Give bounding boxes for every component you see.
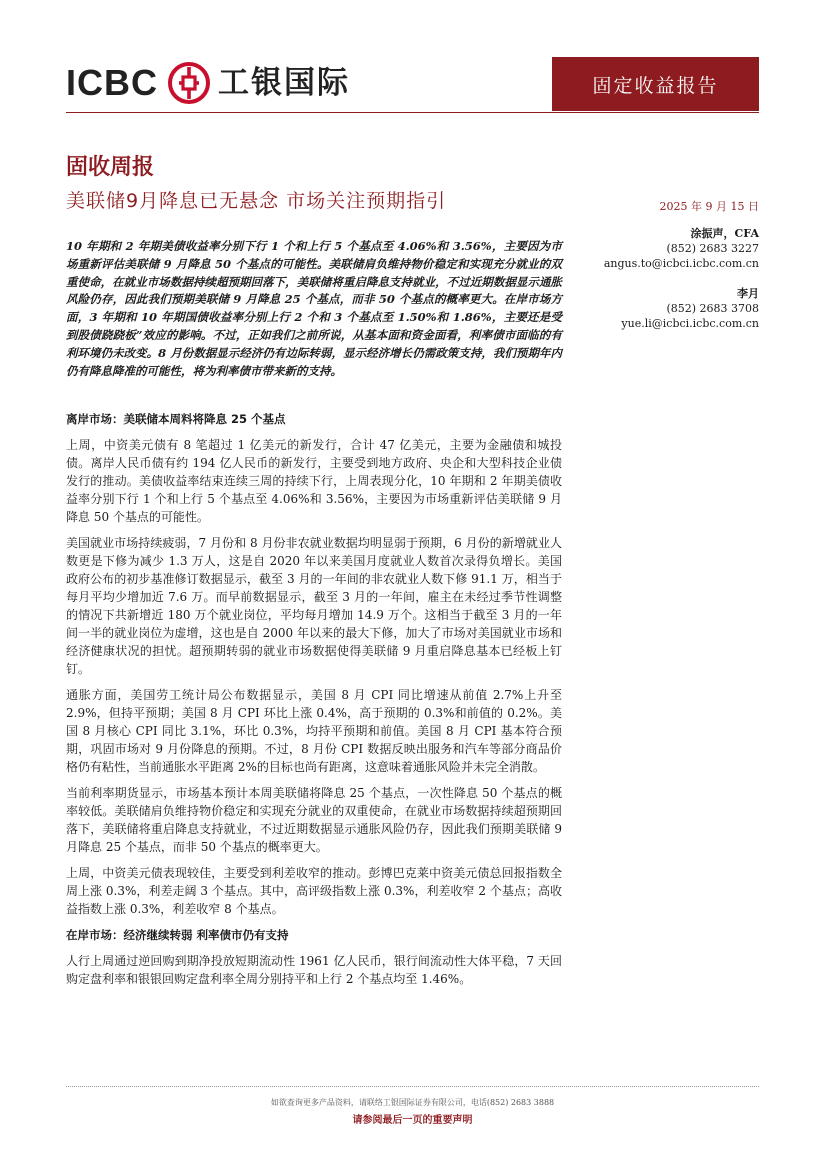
- body-paragraph: 上周，中资美元债有 8 笔超过 1 亿美元的新发行，合计 47 亿美元，主要为金融债和城投债。离岸人民币债有约 194 亿人民币的新发行，主要受到地方政府、央企和大型科技企业债发行的推动。美债收益率结束连续三周的持续下行，上周表现分化，10 年期和 2 年期美债收益率分别下行 1 个和上行 5 个基点至 4.06%和 3.56%，主要因为市场重新评估美联储 9 月降息 50 个基点的可能性。: [66, 438, 562, 524]
- body-paragraph: 人行上周通过逆回购到期净投放短期流动性 1961 亿人民币，银行间流动性大体平稳，7 天回购定盘利率和银银回购定盘利率全周分别持平和上行 2 个基点均至 1.46%。: [66, 954, 562, 986]
- page-title: 固收周报: [66, 155, 155, 180]
- author-phone: (852) 2683 3708: [666, 302, 759, 315]
- section-title-offshore: 离岸市场：美联储本周料将降息 25 个基点: [66, 412, 286, 426]
- author-email[interactable]: angus.to@icbci.icbc.com.cn: [603, 257, 759, 270]
- report-date: 2025 年 9 月 15 日: [659, 200, 759, 213]
- header-divider: [66, 112, 759, 113]
- body-paragraph: 美国就业市场持续疲弱，7 月份和 8 月份非农就业数据均明显弱于预期，6 月份的新增就业人数更是下修为减少 1.3 万人，这是自 2020 年以来美国月度就业人数首次录得负增长。美国政府公布的初步基准修订数据显示，截至 3 月的一年间的非农就业人数下修 91.1 万，相当于每月平均少增加近 7.6 万。而早前数据显示，截至 3 月的一年间，雇主在未经过季节性调整的情况下共新增近 180 万个就业岗位，平均每月增加 14.9 万个。这相当于截至 3 月的一年间一半的就业岗位为虚增，这也是自 2000 年以来的最大下修，加大了市场对美国就业市场和经济健康状况的担忧。超预期转弱的就业市场数据使得美联储 9 月重启降息基本已经板上钉钉。: [66, 536, 562, 676]
- report-type-badge: 固定收益报告: [552, 57, 759, 111]
- icbc-emblem-icon: [168, 62, 210, 104]
- author-phone: (852) 2683 3227: [666, 242, 759, 255]
- icbc-logo: [66, 62, 350, 104]
- body-paragraph: 通胀方面，美国劳工统计局公布数据显示，美国 8 月 CPI 同比增速从前值 2.7%上升至 2.9%，但持平预期；美国 8 月 CPI 环比上涨 0.4%，高于预期的 0.3%和前值的 0.2%。美国 8 月核心 CPI 同比 3.1%，环比 0.3%，均持平预期和前值。美国 8 月 CPI 基本符合预期，巩固市场对 9 月份降息的预期。不过，8 月份 CPI 数据反映出服务和汽车等部分商品价格仍有粘性，当前通胀水平距离 2%的目标也尚有距离，这意味着通胀风险并未完全消散。: [66, 688, 562, 774]
- author-name: 李月: [737, 287, 759, 300]
- author-block: [600, 226, 759, 346]
- logo-text-en: ICBC: [66, 62, 158, 103]
- body-paragraph: 当前利率期货显示，市场基本预计本周美联储将降息 25 个基点，一次性降息 50 个基点的概率较低。美联储肩负维持物价稳定和实现充分就业的双重使命，在就业市场数据持续超预期回落下，美联储将重启降息支持就业，不过近期数据显示通胀风险仍存，因此我们预期美联储 9 月降息 25 个基点，而非 50 个基点的概率更大。: [66, 786, 562, 854]
- author-2: [600, 286, 759, 331]
- body-paragraph: 上周，中资美元债表现较佳，主要受到利差收窄的推动。彭博巴克莱中资美元债总回报指数全周上涨 0.3%，利差走阔 3 个基点。其中，高评级指数上涨 0.3%，利差收窄 2 个基点；高收益指数上涨 0.3%，利差收窄 8 个基点。: [66, 866, 562, 916]
- page-subtitle: 美联储9月降息已无悬念 市场关注预期指引: [66, 190, 447, 212]
- author-name: 涂振声，CFA: [690, 227, 759, 240]
- author-1: [600, 226, 759, 271]
- footer-notice[interactable]: 请参阅最后一页的重要声明: [352, 1115, 473, 1126]
- author-email[interactable]: yue.li@icbci.icbc.com.cn: [621, 317, 759, 330]
- summary-paragraph: 10 年期和 2 年期美债收益率分别下行 1 个和上行 5 个基点至 4.06%和 3.56%，主要因为市场重新评估美联储 9 月降息 50 个基点的可能性。美联储肩负维持物价稳定和实现充分就业的双重使命，在就业市场数据持续超预期回落下，美联储将重启降息支持就业，不过近期数据显示通胀风险仍存，因此我们预期美联储 9 月降息 25 个基点，而非 50 个基点的概率更大。在岸市场方面，3 年期和 10 年期国债收益率分别上行 2 个和 3 个基点至 1.50%和 1.86%，主要还是受到股债跷跷板”效应的影响。不过，正如我们之前所说，从基本面和资金面看，利率债市面临的有利环境仍未改变。8 月份数据显示经济仍有边际转弱，显示经济增长仍需政策支持，我们预期年内仍有降息降准的可能性，将为利率债市带来新的支持。: [66, 239, 562, 378]
- footer-contact: 如欲查询更多产品资料，请联络工银国际证券有限公司，电话(852) 2683 3888: [270, 1098, 555, 1107]
- footer-divider: [66, 1086, 759, 1087]
- logo-text-cn: 工银国际: [218, 65, 350, 101]
- report-body: [66, 410, 562, 996]
- section-title-onshore: 在岸市场：经济继续转弱 利率债市仍有支持: [66, 928, 289, 942]
